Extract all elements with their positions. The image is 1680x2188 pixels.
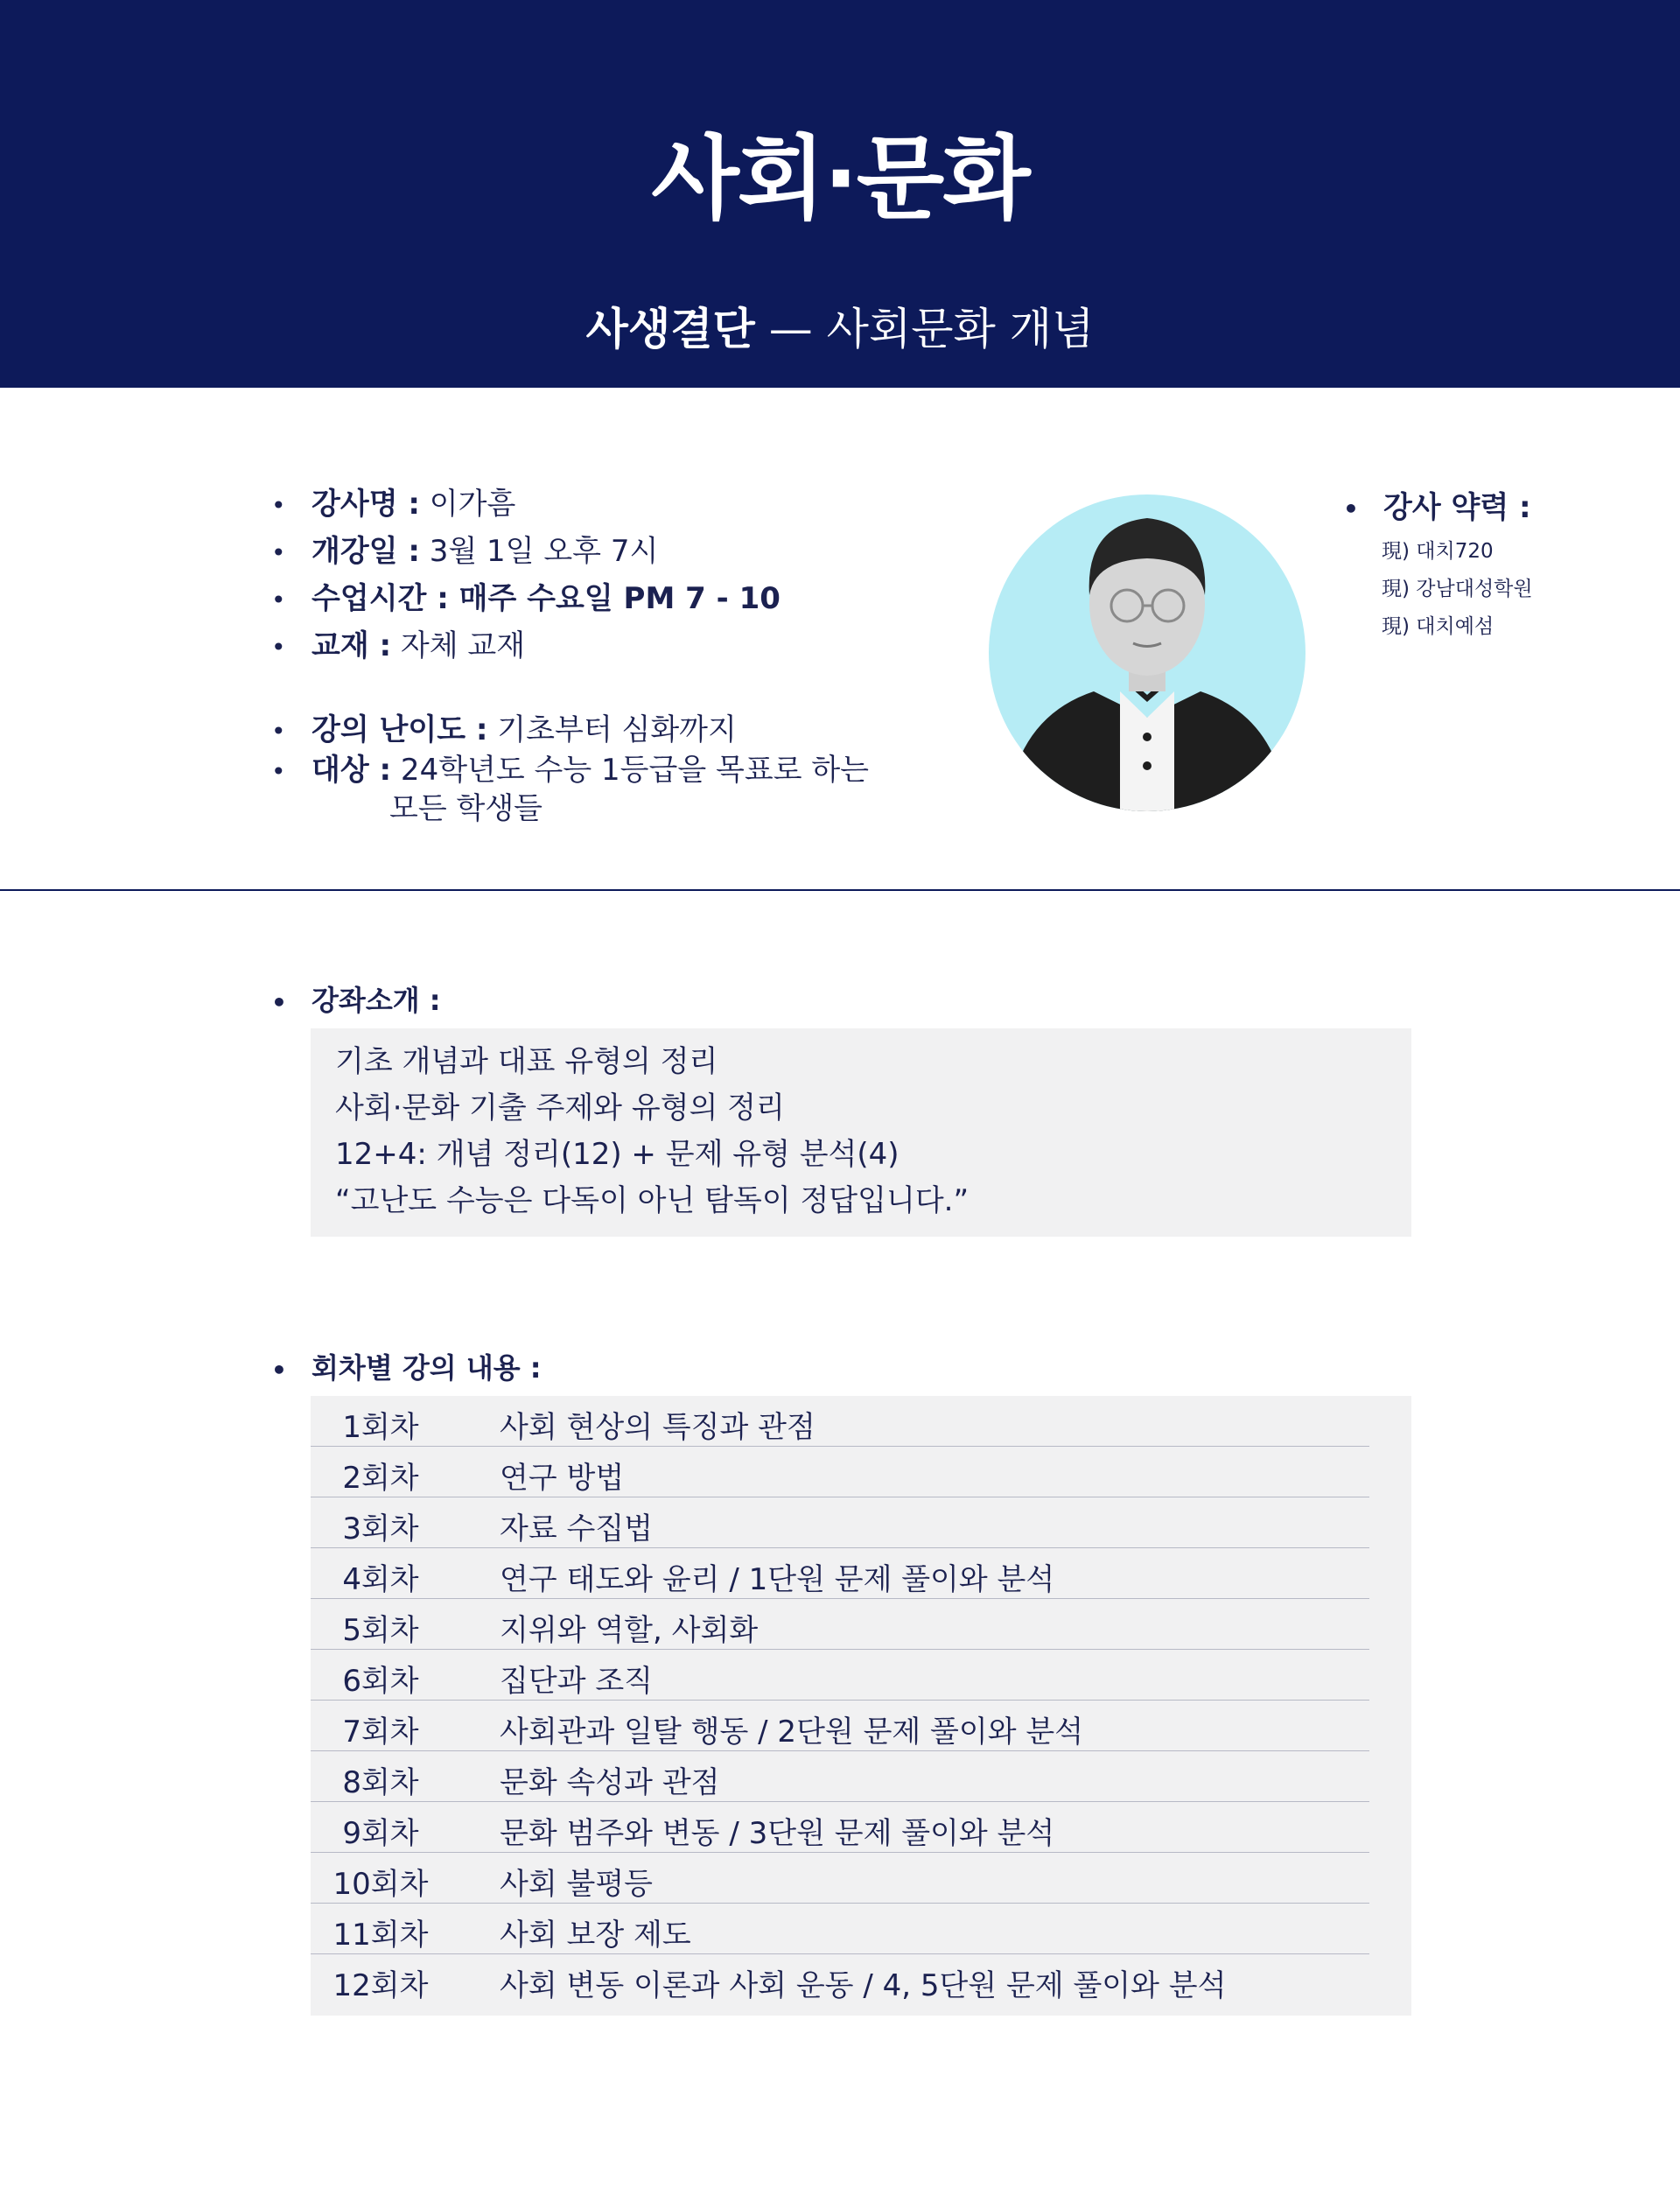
session-number: 4회차 [342, 1562, 419, 1597]
instructor-photo [989, 455, 1306, 814]
info-start-date [271, 527, 658, 570]
instructor-value: 이가흠 [419, 487, 516, 522]
intro-line: 기초 개념과 대표 유형의 정리 [335, 1044, 718, 1079]
time-label: 수업시간 : [312, 581, 449, 616]
time-value: 매주 수요일 PM 7 - 10 [448, 581, 780, 616]
bullet-icon: • [271, 717, 286, 746]
info-target [271, 746, 869, 789]
info-target-continued: 모든 학생들 [389, 791, 543, 826]
session-topic: 연구 방법 [500, 1461, 625, 1496]
schedule-row [311, 1904, 1369, 1954]
schedule-row [311, 1650, 1369, 1701]
page-title: 사회·문화 [651, 125, 1029, 232]
schedule-row [311, 1751, 1369, 1802]
session-topic: 사회 변동 이론과 사회 운동 / 4, 5단원 문제 풀이와 분석 [500, 1968, 1227, 2003]
intro-box [311, 1028, 1411, 1237]
subtitle-rest: — 사회문화 개념 [754, 304, 1095, 354]
career-item: 現) 대치예섬 [1382, 615, 1494, 638]
session-number: 11회차 [332, 1918, 429, 1953]
intro-line: 12+4: 개념 정리(12) + 문제 유형 분석(4) [335, 1137, 900, 1172]
instructor-label: 강사명 : [312, 487, 420, 522]
bullet-icon: • [271, 1355, 287, 1385]
target-value: 24학년도 수능 1등급을 목표로 하는 [391, 753, 870, 788]
info-difficulty [271, 705, 737, 748]
difficulty-label: 강의 난이도 : [312, 712, 488, 747]
session-topic: 문화 범주와 변동 / 3단원 문제 풀이와 분석 [500, 1816, 1055, 1851]
schedule-row [311, 1954, 1369, 2005]
bullet-icon: • [271, 586, 286, 614]
schedule-heading [271, 1346, 542, 1386]
subtitle-bold: 사생결단 [585, 304, 755, 354]
start-value: 3월 1일 오후 7시 [419, 534, 659, 569]
schedule-row [311, 1701, 1369, 1751]
session-topic: 자료 수집법 [500, 1511, 654, 1546]
session-topic: 사회 불평등 [500, 1867, 654, 1902]
session-topic: 사회 보장 제도 [500, 1918, 691, 1953]
session-number: 10회차 [332, 1867, 429, 1902]
page-subtitle [0, 294, 1680, 357]
career-item: 現) 대치720 [1382, 540, 1494, 563]
schedule-row [311, 1396, 1369, 1447]
session-number: 2회차 [342, 1461, 419, 1496]
session-number: 7회차 [342, 1715, 419, 1750]
info-class-time [271, 574, 780, 617]
session-topic: 집단과 조직 [500, 1664, 654, 1699]
session-number: 5회차 [342, 1613, 419, 1648]
start-label: 개강일 : [312, 534, 420, 569]
bullet-icon: • [271, 538, 286, 567]
instructor-career [1343, 483, 1641, 639]
bullet-icon: • [271, 633, 286, 662]
session-topic: 지위와 역할, 사회화 [500, 1613, 759, 1648]
session-number: 6회차 [342, 1664, 419, 1699]
career-heading-text: 강사 약력 : [1383, 490, 1531, 525]
schedule-row [311, 1447, 1369, 1497]
difficulty-value: 기초부터 심화까지 [487, 712, 737, 747]
schedule-row [311, 1599, 1369, 1650]
info-textbook [271, 621, 525, 664]
header-banner [0, 0, 1680, 388]
target-label: 대상 : [312, 753, 392, 788]
session-topic: 사회관과 일탈 행동 / 2단원 문제 풀이와 분석 [500, 1715, 1084, 1750]
session-number: 8회차 [342, 1765, 419, 1800]
session-number: 1회차 [342, 1410, 419, 1445]
session-topic: 연구 태도와 윤리 / 1단원 문제 풀이와 분석 [500, 1562, 1055, 1597]
intro-heading-text: 강좌소개 : [312, 984, 441, 1017]
bullet-icon: • [271, 757, 286, 786]
career-item: 現) 강남대성학원 [1382, 578, 1533, 600]
schedule-row [311, 1802, 1369, 1853]
intro-line: “고난도 수능은 다독이 아닌 탐독이 정답입니다.” [335, 1183, 970, 1218]
session-topic: 문화 속성과 관점 [500, 1765, 720, 1800]
session-number: 9회차 [342, 1816, 419, 1851]
bullet-icon: • [271, 491, 286, 520]
session-topic: 사회 현상의 특징과 관점 [500, 1410, 816, 1445]
session-number: 3회차 [342, 1511, 419, 1546]
schedule-heading-text: 회차별 강의 내용 : [312, 1351, 542, 1385]
bullet-icon: • [1343, 494, 1359, 523]
intro-heading [271, 978, 441, 1019]
schedule-row [311, 1497, 1369, 1548]
textbook-label: 교재 : [312, 628, 392, 663]
section-divider [0, 889, 1680, 891]
schedule-table [311, 1396, 1411, 2016]
schedule-row [311, 1548, 1369, 1599]
intro-line: 사회·문화 기출 주제와 유형의 정리 [335, 1090, 785, 1126]
info-instructor [271, 480, 515, 522]
career-heading [1343, 483, 1641, 526]
bullet-icon: • [271, 987, 287, 1017]
session-number: 12회차 [332, 1968, 429, 2003]
textbook-value: 자체 교재 [391, 628, 526, 663]
schedule-row [311, 1853, 1369, 1904]
